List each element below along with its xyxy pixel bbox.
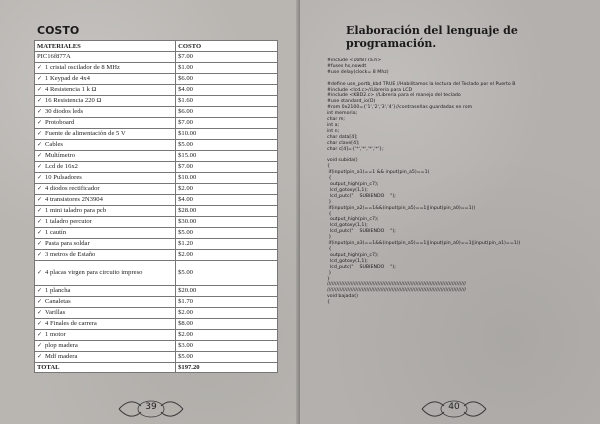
cost-cell: $6.00 <box>176 73 278 84</box>
table-row <box>35 285 278 296</box>
code-line: output_high(pin_c7); <box>327 252 379 258</box>
material-name: 1 motor <box>45 330 66 338</box>
materials-cost-table <box>34 40 278 373</box>
code-line: } <box>327 235 332 241</box>
material-name: Fuente de alimentación de 5 V <box>45 129 126 137</box>
cost-cell: $5.00 <box>176 351 278 362</box>
material-cell <box>35 183 176 194</box>
material-cell <box>35 227 176 238</box>
material-cell <box>35 128 176 139</box>
material-cell <box>35 117 176 128</box>
code-line: if(input(pin_a2)==1&&(input(pin_a5)==1||input(pin_a0)==1)) <box>327 205 476 211</box>
header-materiales: MATERIALES <box>35 41 176 52</box>
material-name: 1 cautín <box>45 228 67 236</box>
material-name: 4 Finales de carrera <box>45 319 97 327</box>
table-row <box>35 117 278 128</box>
cost-cell: $10.00 <box>176 172 278 183</box>
table-row <box>35 128 278 139</box>
checkmark-icon: ✓ <box>37 240 43 247</box>
code-line: char clave[4]; <box>327 140 360 146</box>
checkmark-icon: ✓ <box>37 331 43 338</box>
material-name: Lcd de 16x2 <box>45 162 78 170</box>
checkmark-icon: ✓ <box>37 229 43 236</box>
material-name: Pasta para soldar <box>45 239 90 247</box>
material-cell <box>35 52 176 63</box>
material-cell <box>35 216 176 227</box>
code-line: #fuses hs,nowdt <box>327 63 367 69</box>
cost-cell: $6.00 <box>176 106 278 117</box>
checkmark-icon: ✓ <box>37 342 43 349</box>
checkmark-icon: ✓ <box>37 75 43 82</box>
checkmark-icon: ✓ <box>37 196 43 203</box>
cost-cell: $4.00 <box>176 194 278 205</box>
cost-cell: $1.70 <box>176 296 278 307</box>
code-line: #use delay(clock= 8 Mhz) <box>327 69 389 75</box>
material-cell <box>35 296 176 307</box>
table-row <box>35 150 278 161</box>
material-name: 1 taladro percutor <box>45 217 92 225</box>
material-cell <box>35 150 176 161</box>
table-row <box>35 340 278 351</box>
material-name: Canaletas <box>45 297 71 305</box>
material-cell <box>35 249 176 260</box>
table-row <box>35 238 278 249</box>
right-page <box>300 0 600 424</box>
cost-cell: $1.60 <box>176 95 278 106</box>
code-line: output_high(pin_c7); <box>327 182 379 188</box>
material-cell <box>35 84 176 95</box>
code-line: void subida() <box>327 158 358 164</box>
cost-cell: $2.00 <box>176 307 278 318</box>
code-line: } <box>327 276 330 282</box>
header-costo: COSTO <box>176 41 278 52</box>
cost-cell: $7.00 <box>176 117 278 128</box>
checkmark-icon: ✓ <box>37 130 43 137</box>
section-title-programacion: Elaboración del lenguaje de programación. <box>346 24 518 50</box>
material-name: 3 metros de Estaño <box>45 250 96 258</box>
table-row <box>35 216 278 227</box>
material-name: 1 plancha <box>45 286 71 294</box>
material-cell <box>35 106 176 117</box>
table-row <box>35 260 278 285</box>
code-line: int n; <box>327 128 340 134</box>
material-name: 4 diodos rectificador <box>45 184 100 192</box>
code-line: { <box>327 176 332 182</box>
checkmark-icon: ✓ <box>37 174 43 181</box>
page-number-ornament-left <box>115 398 187 420</box>
code-listing <box>327 58 589 306</box>
code-line: //////////////////////////////////////////////////////////////////////////////////////// <box>327 282 466 288</box>
checkmark-icon: ✓ <box>37 64 43 71</box>
material-cell <box>35 362 176 373</box>
cost-cell: $7.00 <box>176 52 278 63</box>
cost-cell: $5.00 <box>176 139 278 150</box>
material-cell <box>35 139 176 150</box>
checkmark-icon: ✓ <box>37 309 43 316</box>
material-cell <box>35 161 176 172</box>
material-cell <box>35 95 176 106</box>
table-row <box>35 106 278 117</box>
table-row <box>35 172 278 183</box>
table-row <box>35 194 278 205</box>
cost-cell: $2.00 <box>176 249 278 260</box>
material-cell <box>35 62 176 73</box>
material-name: Mdf madera <box>45 352 78 360</box>
cost-cell: $5.00 <box>176 227 278 238</box>
cost-cell: $1.00 <box>176 62 278 73</box>
table-row <box>35 296 278 307</box>
checkmark-icon: ✓ <box>37 287 43 294</box>
checkmark-icon: ✓ <box>37 119 43 126</box>
material-cell <box>35 285 176 296</box>
checkmark-icon: ✓ <box>37 353 43 360</box>
material-cell <box>35 340 176 351</box>
cost-cell: $15.00 <box>176 150 278 161</box>
checkmark-icon: ✓ <box>37 269 43 276</box>
material-cell <box>35 307 176 318</box>
table-row <box>35 351 278 362</box>
material-name: Cables <box>45 140 63 148</box>
cost-cell: $1.20 <box>176 238 278 249</box>
code-line: lcd_gotoxy(1,1); <box>327 223 368 229</box>
cost-cell: $30.00 <box>176 216 278 227</box>
material-name: plop madera <box>45 341 78 349</box>
checkmark-icon: ✓ <box>37 320 43 327</box>
code-line: int a; <box>327 122 340 128</box>
table-row <box>35 62 278 73</box>
code-line: #use standard_io(D) <box>327 99 376 105</box>
cost-cell: $5.00 <box>176 260 278 285</box>
code-line: void bajada() <box>327 294 358 300</box>
cost-cell: $197.20 <box>176 362 278 373</box>
materials-table-body <box>35 52 278 373</box>
material-name: Protoboard <box>45 118 75 126</box>
page-number-ornament-right <box>418 398 490 420</box>
code-line: int memoria; <box>327 111 358 117</box>
table-row <box>35 52 278 63</box>
cost-cell: $3.00 <box>176 340 278 351</box>
material-name: 4 transistores 2N3904 <box>45 195 103 203</box>
checkmark-icon: ✓ <box>37 185 43 192</box>
table-row <box>35 161 278 172</box>
table-row <box>35 183 278 194</box>
material-name: 4 placas virgen para circuito impreso <box>45 268 143 276</box>
code-line: if(input(pin_a1)==1 && input(pin_a5)==1) <box>327 170 430 176</box>
cost-cell: $2.00 <box>176 183 278 194</box>
table-row <box>35 318 278 329</box>
cost-cell: $4.00 <box>176 84 278 95</box>
cost-cell: $10.00 <box>176 128 278 139</box>
table-row <box>35 205 278 216</box>
code-line: } <box>327 199 332 205</box>
checkmark-icon: ✓ <box>37 298 43 305</box>
material-name: Varillas <box>45 308 66 316</box>
material-name: 1 mini taladro para pcb <box>45 206 107 214</box>
table-row <box>35 95 278 106</box>
page-number: 39 <box>145 402 157 412</box>
code-line: lcd_putc(" SUBIENDO "); <box>327 264 396 270</box>
checkmark-icon: ✓ <box>37 163 43 170</box>
code-line: if(input(pin_a3)==1&&(input(pin_a5)==1||input(pin_a0)==1||input(pin_a1)==1)) <box>327 241 521 247</box>
material-name: 30 diodos leds <box>45 107 84 115</box>
material-cell <box>35 194 176 205</box>
code-line: char data[4]; <box>327 134 358 140</box>
table-row <box>35 307 278 318</box>
cost-cell: $28.00 <box>176 205 278 216</box>
cost-cell: $8.00 <box>176 318 278 329</box>
table-row <box>35 73 278 84</box>
code-line: #rom 0x2100={'1','2','3','4'}//contraseñas guardadas en rom <box>327 105 473 111</box>
checkmark-icon: ✓ <box>37 152 43 159</box>
code-line: output_high(pin_c7); <box>327 217 379 223</box>
code-line: { <box>327 300 330 306</box>
material-cell <box>35 318 176 329</box>
code-line: #include <16f877a.h> <box>327 58 382 63</box>
checkmark-icon: ✓ <box>37 141 43 148</box>
material-cell <box>35 205 176 216</box>
code-line: char c[4]={'*','*','*','*'}; <box>327 146 384 152</box>
code-line: { <box>327 247 332 252</box>
checkmark-icon: ✓ <box>37 86 43 93</box>
code-line: lcd_gotoxy(1,1); <box>327 187 368 193</box>
material-name: TOTAL <box>37 363 60 371</box>
code-line: { <box>327 164 330 170</box>
cost-cell: $20.00 <box>176 285 278 296</box>
material-name: 10 Pulsadores <box>45 173 82 181</box>
material-name: Multímetro <box>45 151 76 159</box>
material-name: 1 Keypad de 4x4 <box>45 74 90 82</box>
section-title-costo: COSTO <box>37 24 80 37</box>
code-line: { <box>327 211 332 217</box>
code-line: lcd_putc(" SUBIENDO "); <box>327 229 396 235</box>
code-line: //////////////////////////////////////////////////////////////////////////////////////// <box>327 288 466 294</box>
checkmark-icon: ✓ <box>37 108 43 115</box>
table-total-row <box>35 362 278 373</box>
code-line: lcd_putc(" SUBIENDO "); <box>327 193 396 199</box>
checkmark-icon: ✓ <box>37 97 43 104</box>
cost-cell: $2.00 <box>176 329 278 340</box>
table-row <box>35 227 278 238</box>
table-row <box>35 249 278 260</box>
material-name: PIC16f877A <box>37 53 71 61</box>
checkmark-icon: ✓ <box>37 218 43 225</box>
cost-cell: $7.00 <box>176 161 278 172</box>
material-cell <box>35 329 176 340</box>
code-line: lcd_gotoxy(1,1); <box>327 258 368 264</box>
code-line: char m; <box>327 117 345 123</box>
code-line: #define use_portb_kbd TRUE //Habilitamos la lectura del Teclado por el Puerto B <box>327 81 516 87</box>
table-row <box>35 139 278 150</box>
table-header-row <box>35 41 278 52</box>
material-cell <box>35 172 176 183</box>
material-cell <box>35 238 176 249</box>
material-name: 16 Resistencia 220 Ω <box>45 96 102 104</box>
code-line: #include <lcd.c>//Libreria para LCD <box>327 87 413 93</box>
material-cell <box>35 73 176 84</box>
material-cell <box>35 351 176 362</box>
page-number: 40 <box>448 402 460 412</box>
table-row <box>35 84 278 95</box>
code-line: } <box>327 270 332 276</box>
checkmark-icon: ✓ <box>37 251 43 258</box>
material-name: 4 Resistencia 1 k Ω <box>45 85 97 93</box>
code-line: #include <KBD2.c> //Libreria para el manejo del teclado <box>327 93 461 99</box>
material-cell <box>35 260 176 285</box>
checkmark-icon: ✓ <box>37 207 43 214</box>
table-row <box>35 329 278 340</box>
material-name: 1 cristal oscilador de 8 MHz <box>45 63 120 71</box>
